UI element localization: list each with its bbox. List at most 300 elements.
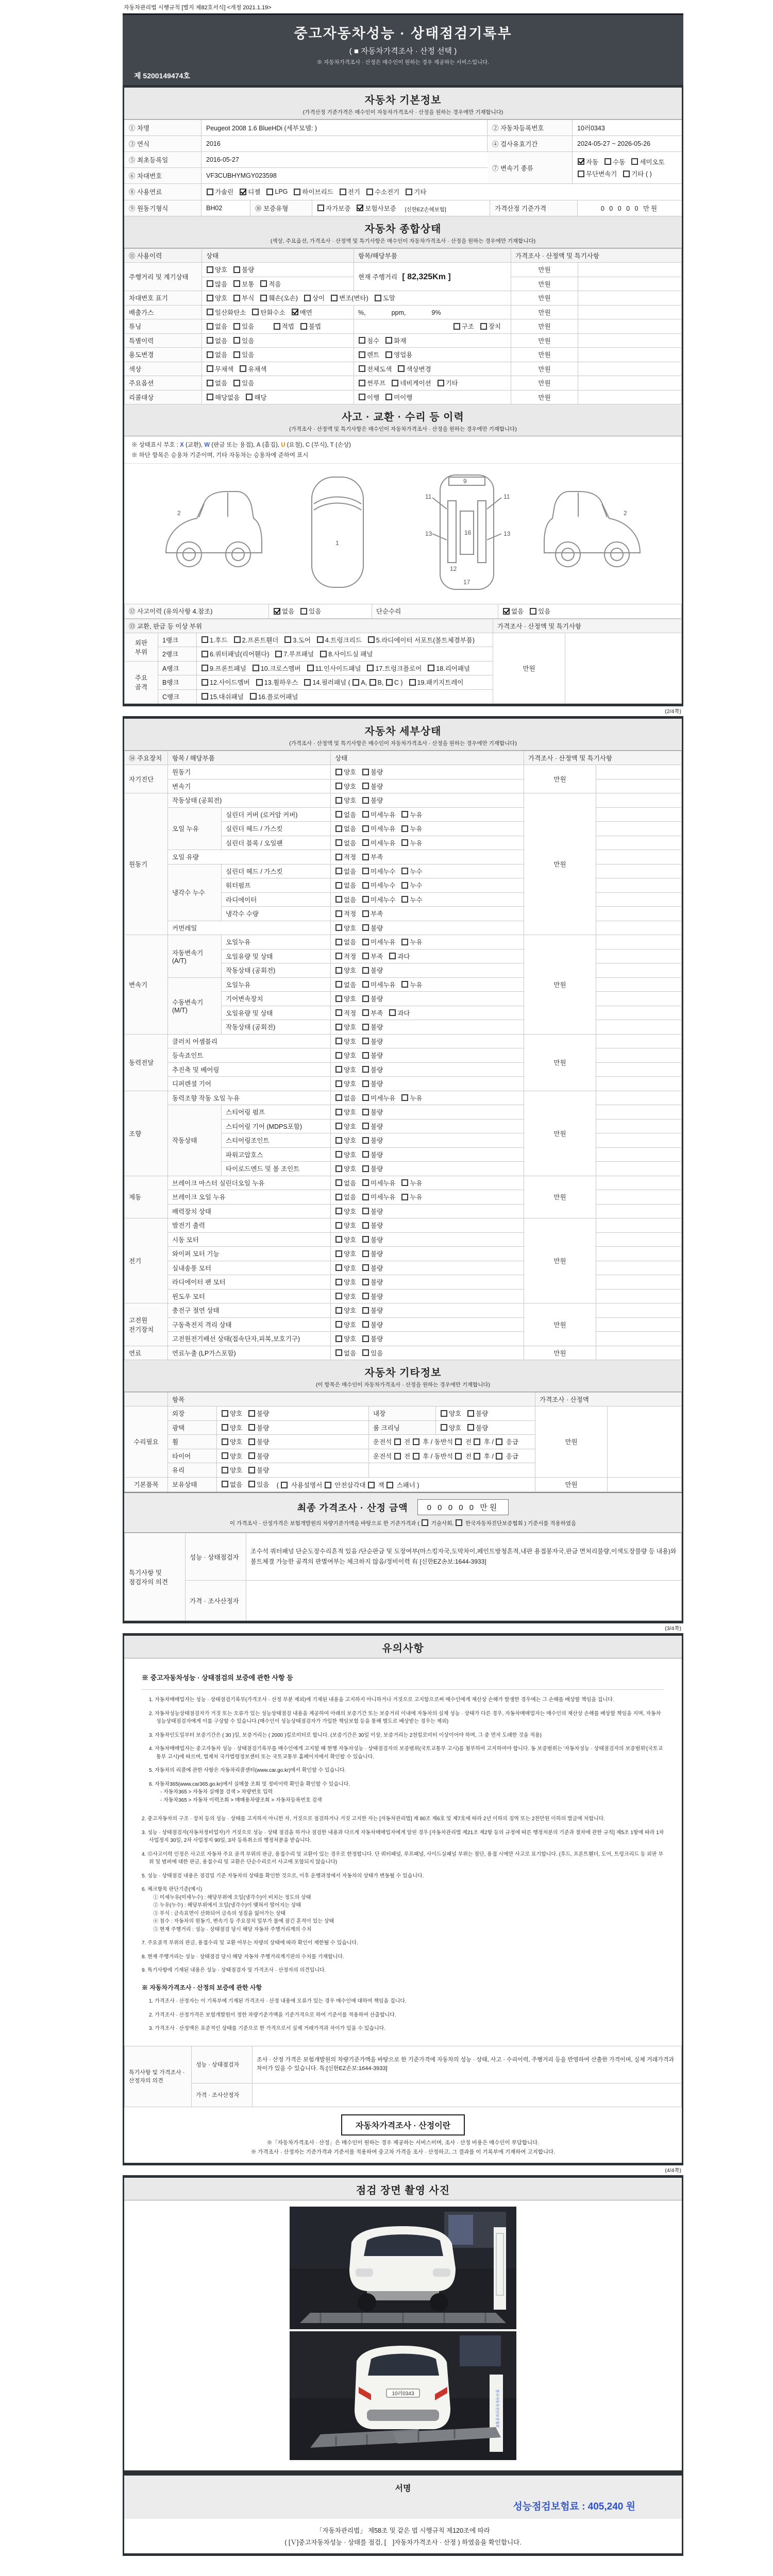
checkbox[interactable] [362,1024,369,1030]
checkbox-option[interactable] [502,606,524,616]
checkbox[interactable] [250,693,257,700]
checkbox-option[interactable] [437,378,458,387]
checkbox-option[interactable] [316,635,362,645]
checkbox-option[interactable] [335,1221,356,1230]
checkbox[interactable] [340,189,346,195]
checkbox-option[interactable] [401,838,422,848]
checkbox-option[interactable] [339,187,360,196]
checkbox[interactable] [207,394,213,400]
checkbox[interactable] [266,189,273,195]
checkbox-option[interactable] [233,293,254,302]
checkbox-option[interactable] [440,1423,461,1432]
checkbox[interactable] [335,825,342,832]
checkbox[interactable] [389,953,396,959]
checkbox-option[interactable] [362,923,383,933]
checkbox[interactable] [409,679,416,686]
checkbox-option[interactable] [304,677,402,687]
checkbox[interactable] [335,783,342,789]
checkbox-option[interactable] [201,692,244,701]
checkbox[interactable] [335,811,342,818]
checkbox[interactable] [362,1009,369,1016]
checkbox[interactable] [335,1151,342,1158]
checkbox-option[interactable] [233,378,254,387]
checkbox-option[interactable] [362,824,395,833]
checkbox-option[interactable] [358,336,379,345]
checkbox-option[interactable] [335,1164,356,1173]
checkbox[interactable] [359,365,365,372]
checkbox-option[interactable] [307,664,361,673]
checkbox[interactable] [335,1349,342,1356]
checkbox-option[interactable] [467,1423,488,1432]
checkbox[interactable] [362,967,369,974]
checkbox-option[interactable] [256,677,298,687]
checkbox-option[interactable] [362,810,395,819]
checkbox-option[interactable] [275,649,314,658]
checkbox[interactable] [362,896,369,903]
checkbox[interactable] [335,1321,342,1328]
checkbox[interactable] [496,1453,502,1460]
checkbox-option[interactable] [335,980,356,989]
checkbox[interactable] [207,189,213,195]
checkbox[interactable] [207,337,213,344]
checkbox[interactable] [317,205,324,211]
checkbox-option[interactable] [385,336,406,345]
checkbox-option[interactable] [427,664,470,673]
checkbox[interactable] [320,651,327,657]
checkbox[interactable] [335,995,342,1002]
checkbox[interactable] [385,394,392,400]
checkbox[interactable] [233,280,240,287]
checkbox-option[interactable] [389,1008,410,1018]
checkbox-option[interactable] [362,937,395,946]
checkbox-option[interactable] [206,378,227,387]
checkbox[interactable] [362,1052,369,1059]
checkbox[interactable] [335,1222,342,1229]
checkbox-option[interactable] [335,1008,356,1018]
checkbox[interactable] [385,337,392,344]
checkbox-option[interactable] [480,321,501,331]
checkbox[interactable] [335,1009,342,1016]
checkbox[interactable] [362,1194,369,1200]
checkbox[interactable] [362,1123,369,1129]
checkbox-option[interactable] [335,1277,356,1286]
checkbox-option[interactable] [362,994,383,1003]
checkbox-option[interactable] [362,965,383,975]
checkbox[interactable] [362,1222,369,1229]
checkbox-option[interactable] [401,937,422,946]
checkbox[interactable] [394,1438,401,1445]
checkbox[interactable] [631,158,638,165]
checkbox[interactable] [335,1179,342,1186]
checkbox[interactable] [362,1335,369,1342]
checkbox[interactable] [201,665,208,671]
checkbox[interactable] [222,1467,228,1473]
checkbox-option[interactable] [221,1465,242,1475]
checkbox[interactable] [362,1349,369,1356]
checkbox[interactable] [252,309,259,315]
checkbox-option[interactable] [206,308,246,317]
checkbox-option[interactable] [221,1409,242,1418]
checkbox-option[interactable] [335,994,356,1003]
checkbox[interactable] [294,189,300,195]
checkbox-option[interactable] [366,664,422,673]
checkbox-option[interactable] [358,393,379,402]
checkbox[interactable] [335,1264,342,1271]
checkbox[interactable] [335,1123,342,1129]
checkbox-option[interactable] [206,279,227,289]
checkbox[interactable] [233,266,240,273]
checkbox-checked[interactable] [274,608,280,615]
checkbox[interactable] [248,1438,255,1445]
checkbox-option[interactable] [401,895,422,904]
checkbox-option[interactable] [362,1292,383,1301]
checkbox-option[interactable] [362,1079,383,1088]
checkbox-option[interactable] [201,649,269,658]
checkbox[interactable] [248,1410,255,1417]
checkbox[interactable] [335,1208,342,1214]
checkbox-option[interactable] [358,364,392,374]
checkbox-option[interactable] [366,187,399,196]
checkbox-option[interactable] [391,378,431,387]
checkbox[interactable] [401,1194,408,1200]
checkbox[interactable] [406,189,412,195]
checkbox[interactable] [496,1438,502,1445]
checkbox-option[interactable] [335,1093,356,1103]
checkbox-option[interactable] [245,393,266,402]
checkbox[interactable] [233,337,240,344]
checkbox[interactable] [362,1151,369,1158]
checkbox-option[interactable] [362,767,383,776]
checkbox[interactable] [281,1482,288,1488]
checkbox[interactable] [207,365,213,372]
checkbox[interactable] [480,323,487,330]
checkbox-option[interactable] [453,321,474,331]
checkbox[interactable] [207,380,213,386]
checkbox[interactable] [207,295,213,301]
checkbox-option[interactable] [335,1192,356,1201]
checkbox[interactable] [335,910,342,917]
checkbox-option[interactable] [362,1164,383,1173]
checkbox[interactable] [335,939,342,945]
checkbox[interactable] [233,295,240,301]
checkbox-option[interactable] [335,923,356,933]
checkbox[interactable] [233,380,240,386]
checkbox-option[interactable] [362,909,383,918]
checkbox-option[interactable] [330,293,368,302]
checkbox-checked[interactable] [578,158,584,165]
checkbox[interactable] [248,1424,255,1431]
checkbox-option[interactable] [248,1465,269,1475]
checkbox[interactable] [467,1410,474,1417]
checkbox[interactable] [441,1410,447,1417]
checkbox-option[interactable] [252,664,301,673]
checkbox[interactable] [207,323,213,330]
checkbox[interactable] [401,981,408,988]
checkbox[interactable] [401,825,408,832]
checkbox-option[interactable] [291,308,312,317]
checkbox-checked[interactable] [357,205,363,211]
checkbox-option[interactable] [362,1008,383,1018]
checkbox-option[interactable] [401,867,422,876]
checkbox-option[interactable] [248,1437,269,1446]
checkbox-option[interactable] [260,293,298,302]
checkbox[interactable] [335,1335,342,1342]
checkbox-option[interactable] [201,677,250,687]
checkbox-option[interactable] [273,321,294,331]
checkbox-option[interactable] [284,635,311,645]
checkbox-option[interactable] [362,1334,383,1343]
checkbox-option[interactable] [233,350,254,359]
checkbox-option[interactable] [206,321,227,331]
checkbox[interactable] [362,924,369,931]
checkbox-option[interactable] [206,187,233,196]
checkbox-option[interactable] [385,350,412,359]
checkbox-option[interactable] [577,169,617,178]
checkbox[interactable] [222,1481,228,1487]
checkbox[interactable] [335,1080,342,1087]
checkbox[interactable] [335,924,342,931]
checkbox[interactable] [201,651,208,657]
checkbox-option[interactable] [358,350,379,359]
checkbox-option[interactable] [248,1423,269,1432]
checkbox-option[interactable] [467,1409,488,1418]
checkbox-option[interactable] [335,937,356,946]
checkbox[interactable] [362,1038,369,1044]
checkbox[interactable] [304,679,311,686]
checkbox-option[interactable] [385,393,412,402]
checkbox[interactable] [335,981,342,988]
checkbox[interactable] [331,295,338,301]
checkbox[interactable] [260,295,267,301]
checkbox-option[interactable] [401,810,422,819]
checkbox-option[interactable] [206,265,227,274]
checkbox[interactable] [623,171,630,177]
checkbox[interactable] [234,636,241,643]
checkbox[interactable] [441,1424,447,1431]
checkbox-option[interactable] [248,1451,269,1461]
checkbox[interactable] [362,1165,369,1172]
checkbox[interactable] [335,1293,342,1299]
checkbox-option[interactable] [356,204,396,213]
checkbox-option[interactable] [362,1022,383,1031]
checkbox[interactable] [362,783,369,789]
checkbox-option[interactable] [335,895,356,904]
checkbox-option[interactable] [335,1037,356,1046]
checkbox-option[interactable] [623,169,651,178]
checkbox[interactable] [428,665,434,671]
checkbox-option[interactable] [362,1050,383,1060]
checkbox[interactable] [453,323,460,330]
checkbox-option[interactable] [206,364,233,374]
checkbox[interactable] [222,1424,228,1431]
checkbox-option[interactable] [604,157,625,166]
checkbox[interactable] [386,1482,393,1488]
checkbox[interactable] [222,1452,228,1459]
checkbox-option[interactable] [335,810,356,819]
checkbox[interactable] [233,323,240,330]
checkbox[interactable] [359,394,365,400]
checkbox[interactable] [201,636,208,643]
checkbox-option[interactable] [362,1235,383,1244]
checkbox[interactable] [398,365,405,372]
checkbox-option[interactable] [335,767,356,776]
checkbox-option[interactable] [233,635,279,645]
checkbox[interactable] [438,380,444,386]
checkbox[interactable] [335,1038,342,1044]
checkbox-option[interactable] [206,336,227,345]
checkbox[interactable] [362,811,369,818]
checkbox[interactable] [335,1279,342,1285]
checkbox-option[interactable] [335,1235,356,1244]
checkbox-option[interactable] [401,824,422,833]
checkbox[interactable] [367,665,374,671]
checkbox-option[interactable] [273,606,294,616]
checkbox-option[interactable] [335,1320,356,1329]
checkbox-option[interactable] [401,1093,422,1103]
checkbox-option[interactable] [362,867,395,876]
checkbox[interactable] [362,1094,369,1101]
checkbox[interactable] [248,1452,255,1459]
checkbox[interactable] [240,365,246,372]
checkbox-option[interactable] [335,782,356,791]
checkbox[interactable] [362,1236,369,1243]
checkbox-option[interactable] [201,664,246,673]
checkbox[interactable] [362,1208,369,1214]
checkbox-option[interactable] [401,1192,422,1201]
checkbox[interactable] [335,1066,342,1073]
checkbox[interactable] [300,323,307,330]
checkbox[interactable] [401,939,408,945]
checkbox-option[interactable] [221,1451,242,1461]
checkbox[interactable] [246,394,253,400]
checkbox-option[interactable] [362,1263,383,1273]
checkbox-option[interactable] [201,635,228,645]
checkbox[interactable] [335,868,342,874]
checkbox[interactable] [335,896,342,903]
checkbox-option[interactable] [389,952,410,961]
checkbox[interactable] [401,868,408,874]
checkbox-option[interactable] [362,1306,383,1315]
checkbox[interactable] [201,679,208,686]
checkbox-option[interactable] [335,965,356,975]
checkbox-option[interactable] [260,279,281,289]
checkbox[interactable] [394,1453,401,1460]
checkbox[interactable] [362,910,369,917]
checkbox-option[interactable] [233,279,254,289]
checkbox-option[interactable] [577,157,598,166]
checkbox[interactable] [362,953,369,959]
checkbox-option[interactable] [335,1150,356,1159]
checkbox[interactable] [467,1424,474,1431]
checkbox[interactable] [233,351,240,358]
checkbox[interactable] [207,266,213,273]
checkbox-checked[interactable] [292,309,298,315]
checkbox-option[interactable] [266,188,288,195]
checkbox-option[interactable] [335,838,356,848]
checkbox[interactable] [222,1410,228,1417]
checkbox[interactable] [207,309,213,315]
checkbox-option[interactable] [335,1022,356,1031]
checkbox-option[interactable] [362,880,395,890]
checkbox[interactable] [362,1066,369,1073]
checkbox[interactable] [248,1467,255,1473]
checkbox-option[interactable] [335,1334,356,1343]
checkbox[interactable] [362,1293,369,1299]
checkbox-option[interactable] [233,321,254,331]
checkbox[interactable] [375,295,381,301]
checkbox[interactable] [362,825,369,832]
checkbox-option[interactable] [206,393,240,402]
checkbox[interactable] [578,171,584,177]
checkbox-option[interactable] [362,1122,383,1131]
checkbox-option[interactable] [362,1207,383,1216]
checkbox-option[interactable] [335,1107,356,1116]
checkbox-option[interactable] [221,1423,242,1432]
checkbox[interactable] [284,636,291,643]
checkbox[interactable] [335,797,342,804]
checkbox[interactable] [274,323,280,330]
checkbox[interactable] [256,679,263,686]
checkbox-option[interactable] [362,895,395,904]
checkbox[interactable] [335,1236,342,1243]
checkbox-option[interactable] [362,1277,383,1286]
checkbox[interactable] [248,1481,255,1487]
checkbox-option[interactable] [221,1437,242,1446]
checkbox[interactable] [335,1194,342,1200]
checkbox[interactable] [207,351,213,358]
checkbox-option[interactable] [362,1037,383,1046]
checkbox[interactable] [335,1052,342,1059]
checkbox-option[interactable] [248,1480,269,1489]
checkbox[interactable] [335,769,342,775]
checkbox[interactable] [352,679,359,686]
checkbox-option[interactable] [362,838,395,848]
checkbox[interactable] [335,1109,342,1115]
checkbox[interactable] [359,351,365,358]
checkbox[interactable] [401,882,408,889]
checkbox[interactable] [474,1438,480,1445]
checkbox[interactable] [362,1179,369,1186]
checkbox[interactable] [401,811,408,818]
checkbox-option[interactable] [362,1249,383,1258]
checkbox-option[interactable] [529,606,550,616]
checkbox-option[interactable] [335,1122,356,1131]
checkbox-option[interactable] [335,1263,356,1273]
checkbox-option[interactable] [409,677,464,687]
checkbox[interactable] [362,1250,369,1257]
checkbox[interactable] [362,1109,369,1115]
checkbox[interactable] [474,1453,480,1460]
checkbox[interactable] [304,295,311,301]
checkbox-option[interactable] [335,909,356,918]
checkbox-option[interactable] [248,1409,269,1418]
checkbox-option[interactable] [401,1178,422,1188]
checkbox[interactable] [325,1482,331,1488]
checkbox-checked[interactable] [240,189,246,195]
checkbox[interactable] [335,953,342,959]
checkbox-option[interactable] [239,364,266,374]
checkbox-option[interactable] [362,980,395,989]
checkbox[interactable] [401,1094,408,1101]
checkbox-option[interactable] [358,378,385,387]
checkbox-option[interactable] [300,321,321,331]
checkbox-option[interactable] [335,1207,356,1216]
checkbox-option[interactable] [335,1136,356,1145]
checkbox-option[interactable] [367,635,475,645]
checkbox-option[interactable] [335,1249,356,1258]
checkbox[interactable] [335,1094,342,1101]
checkbox[interactable] [413,1438,419,1445]
